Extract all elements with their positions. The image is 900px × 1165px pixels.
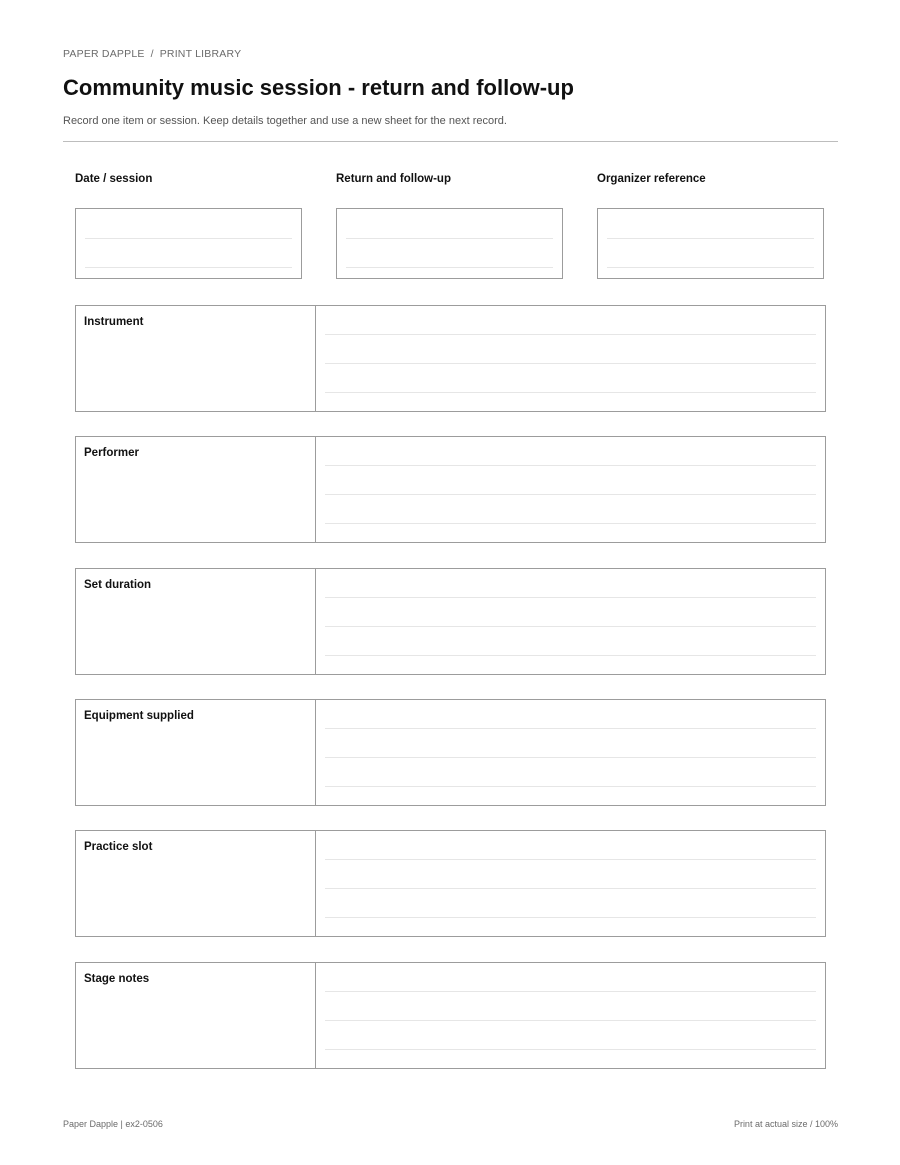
set-duration-label: Set duration	[84, 579, 152, 591]
section-label-cell	[76, 437, 316, 542]
stage-notes-writing-area[interactable]	[316, 963, 825, 1068]
equipment-supplied-section	[75, 699, 826, 806]
page-subtitle: Record one item or session. Keep details together and use a new sheet for the next record.	[63, 115, 507, 127]
writing-line	[325, 494, 816, 495]
performer-label: Performer	[84, 447, 139, 459]
breadcrumb-separator: /	[150, 48, 154, 60]
writing-line	[85, 238, 292, 239]
equipment-supplied-label: Equipment supplied	[84, 710, 194, 722]
writing-line	[325, 859, 816, 860]
practice-slot-writing-area[interactable]	[316, 831, 825, 936]
writing-line	[325, 1049, 816, 1050]
writing-line	[325, 597, 816, 598]
date-session-label: Date / session	[75, 173, 153, 185]
writing-line	[325, 1020, 816, 1021]
organizer-reference-label: Organizer reference	[597, 173, 706, 185]
writing-line	[325, 626, 816, 627]
writing-line	[325, 655, 816, 656]
writing-line	[325, 917, 816, 918]
footer-print-note: Print at actual size / 100%	[733, 1119, 838, 1129]
section-label-cell	[76, 569, 316, 674]
stage-notes-label: Stage notes	[84, 973, 150, 985]
performer-writing-area[interactable]	[316, 437, 825, 542]
writing-line	[325, 523, 816, 524]
breadcrumb-section: PRINT LIBRARY	[159, 48, 242, 60]
section-label-cell	[76, 700, 316, 805]
writing-line	[85, 267, 292, 268]
writing-line	[325, 363, 816, 364]
writing-line	[325, 888, 816, 889]
set-duration-section	[75, 568, 826, 675]
writing-line	[325, 392, 816, 393]
writing-line	[607, 267, 814, 268]
header-divider	[63, 141, 838, 142]
date-session-field[interactable]	[75, 208, 302, 279]
performer-section	[75, 436, 826, 543]
instrument-writing-area[interactable]	[316, 306, 825, 411]
equipment-supplied-writing-area[interactable]	[316, 700, 825, 805]
writing-line	[346, 267, 553, 268]
writing-line	[325, 757, 816, 758]
section-label-cell	[76, 306, 316, 411]
return-follow-up-label: Return and follow-up	[336, 173, 451, 185]
page-title: Community music session - return and follow-up	[63, 75, 574, 100]
practice-slot-label: Practice slot	[84, 841, 153, 853]
writing-line	[325, 465, 816, 466]
breadcrumb	[63, 48, 241, 60]
return-follow-up-field[interactable]	[336, 208, 563, 279]
section-label-cell	[76, 963, 316, 1068]
set-duration-writing-area[interactable]	[316, 569, 825, 674]
instrument-label: Instrument	[84, 316, 144, 328]
writing-line	[325, 786, 816, 787]
practice-slot-section	[75, 830, 826, 937]
section-label-cell	[76, 831, 316, 936]
writing-line	[607, 238, 814, 239]
organizer-reference-field[interactable]	[597, 208, 824, 279]
writing-line	[346, 238, 553, 239]
instrument-section	[75, 305, 826, 412]
stage-notes-section	[75, 962, 826, 1069]
footer-document-id: Paper Dapple | ex2-0506	[63, 1119, 163, 1129]
writing-line	[325, 334, 816, 335]
breadcrumb-brand: PAPER DAPPLE	[63, 48, 145, 60]
writing-line	[325, 728, 816, 729]
writing-line	[325, 991, 816, 992]
